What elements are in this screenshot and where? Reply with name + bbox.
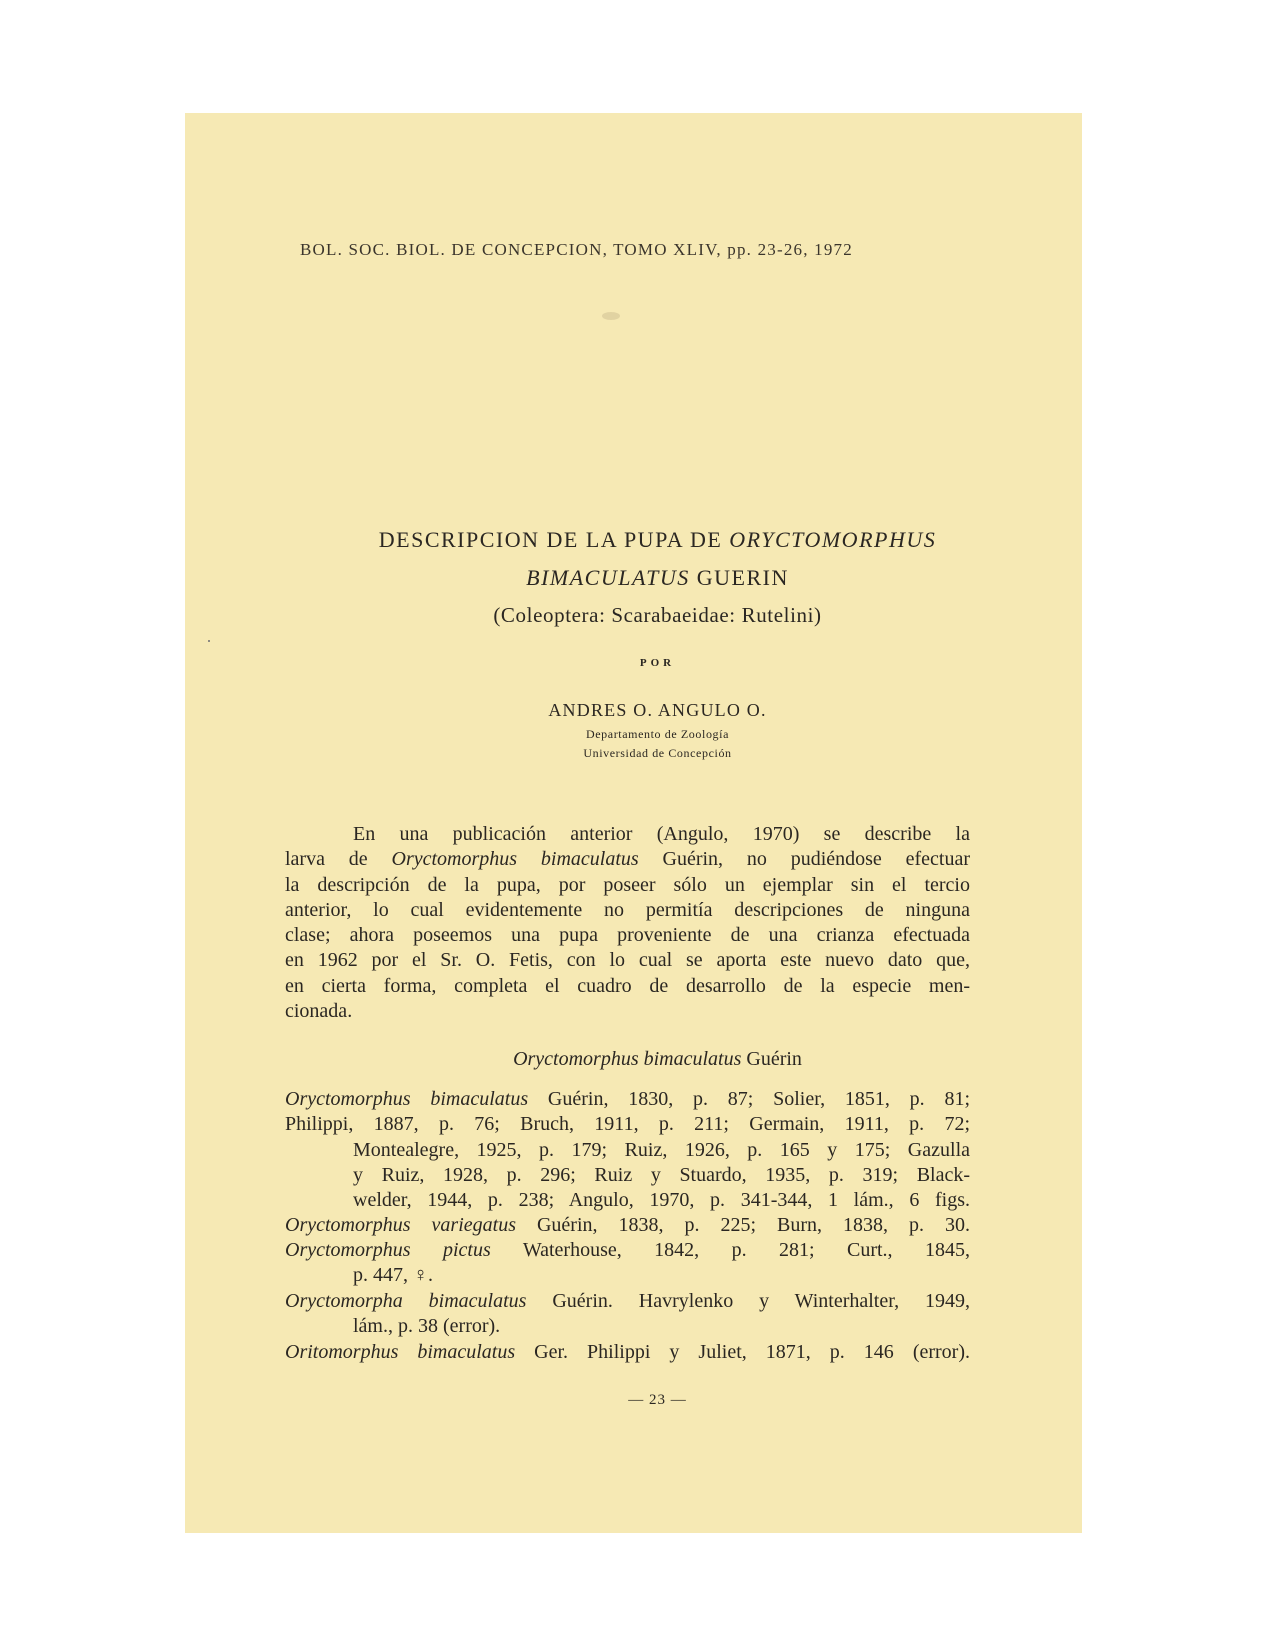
intro-line-2-end: Guérin, no pudiéndose efectuar	[662, 848, 970, 871]
synonym-citation: Waterhouse, 1842, p. 281; Curt., 1845,	[522, 1239, 970, 1261]
author-name: ANDRES O. ANGULO O.	[548, 700, 767, 720]
title-species: BIMACULATUS	[526, 565, 690, 590]
species-heading-author: Guérin	[746, 1048, 802, 1070]
synonymy-line: lám., p. 38 (error).	[353, 1315, 501, 1338]
synonymy-entry-2	[285, 1213, 970, 1238]
species-heading-name: Oryctomorphus bimaculatus	[513, 1048, 742, 1070]
synonym-name: Oryctomorphus variegatus	[285, 1214, 516, 1236]
article-title-line-2	[0, 565, 1275, 591]
intro-line-5: clase; ahora poseemos una pupa proveniente de una crianza efectuada	[285, 924, 970, 947]
intro-line-1: En una publicación anterior (Angulo, 1970) se describe la	[353, 823, 970, 845]
author-department: Departamento de Zoología	[585, 727, 730, 741]
synonym-citation: Guérin, 1830, p. 87; Solier, 1851, p. 81;	[547, 1088, 970, 1110]
intro-line-8: cionada.	[285, 1000, 353, 1023]
synonym-citation: Ger. Philippi y Juliet, 1871, p. 146 (error).	[534, 1341, 970, 1363]
synonymy-entry-5	[285, 1340, 970, 1365]
synonymy-entry-4	[285, 1289, 970, 1340]
synonym-citation: Guérin. Havrylenko y Winterhalter, 1949,	[552, 1290, 970, 1312]
intro-line-3: la descripción de la pupa, por poseer sólo un ejemplar sin el tercio	[285, 873, 970, 896]
synonymy-entry-3	[285, 1238, 970, 1289]
page-number: — 23 —	[628, 1392, 687, 1408]
intro-line-6: en 1962 por el Sr. O. Fetis, con lo cual se aporta este nuevo dato que,	[285, 949, 970, 972]
scan-smudge	[602, 312, 620, 320]
intro-paragraph	[285, 822, 970, 1024]
synonymy-line	[285, 1238, 970, 1263]
byline-por: POR	[639, 657, 676, 669]
title-roman-part: DESCRIPCION DE LA PUPA DE	[378, 527, 723, 552]
synonymy-line	[285, 1213, 970, 1238]
intro-line-2	[285, 847, 970, 872]
synonymy-line: p. 447, ♀.	[353, 1264, 433, 1287]
species-heading	[0, 1048, 1275, 1071]
synonymy-line: Montealegre, 1925, p. 179; Ruiz, 1926, p. 165 y 175; Gazulla	[353, 1138, 970, 1161]
synonymy-line	[285, 1340, 970, 1365]
author-university: Universidad de Concepción	[583, 746, 732, 760]
synonym-name: Oryctomorphus pictus	[285, 1239, 491, 1261]
synonymy-line: Philippi, 1887, p. 76; Bruch, 1911, p. 211; Germain, 1911, p. 72;	[285, 1113, 970, 1136]
article-subtitle-taxonomy: (Coleoptera: Scarabaeidae: Rutelini)	[493, 603, 822, 627]
journal-header: BOL. SOC. BIOL. DE CONCEPCION, TOMO XLIV, pp. 23-26, 1972	[300, 240, 853, 259]
synonym-name: Oryctomorpha bimaculatus	[285, 1290, 527, 1312]
synonym-name: Oritomorphus bimaculatus	[285, 1341, 516, 1363]
synonymy-line	[285, 1289, 970, 1314]
intro-line-7: en cierta forma, completa el cuadro de desarrollo de la especie men-	[285, 974, 970, 997]
intro-line-4: anterior, lo cual evidentemente no permitía descripciones de ninguna	[285, 898, 970, 921]
intro-species-name: Oryctomorphus bimaculatus	[391, 848, 639, 871]
synonymy-line	[285, 1087, 970, 1112]
scan-speck	[208, 640, 210, 642]
intro-line-2-start: larva de	[285, 848, 368, 871]
title-author-name: GUERIN	[696, 565, 789, 590]
title-genus: ORYCTOMORPHUS	[729, 527, 937, 552]
synonymy-entry-1	[285, 1087, 970, 1213]
article-title-line-1	[0, 527, 1275, 553]
synonymy-line: welder, 1944, p. 238; Angulo, 1970, p. 341-344, 1 lám., 6 figs.	[353, 1189, 970, 1212]
synonym-citation: Guérin, 1838, p. 225; Burn, 1838, p. 30.	[536, 1214, 970, 1236]
synonymy-line: y Ruiz, 1928, p. 296; Ruiz y Stuardo, 1935, p. 319; Black-	[353, 1163, 970, 1186]
synonym-name: Oryctomorphus bimaculatus	[285, 1088, 529, 1110]
